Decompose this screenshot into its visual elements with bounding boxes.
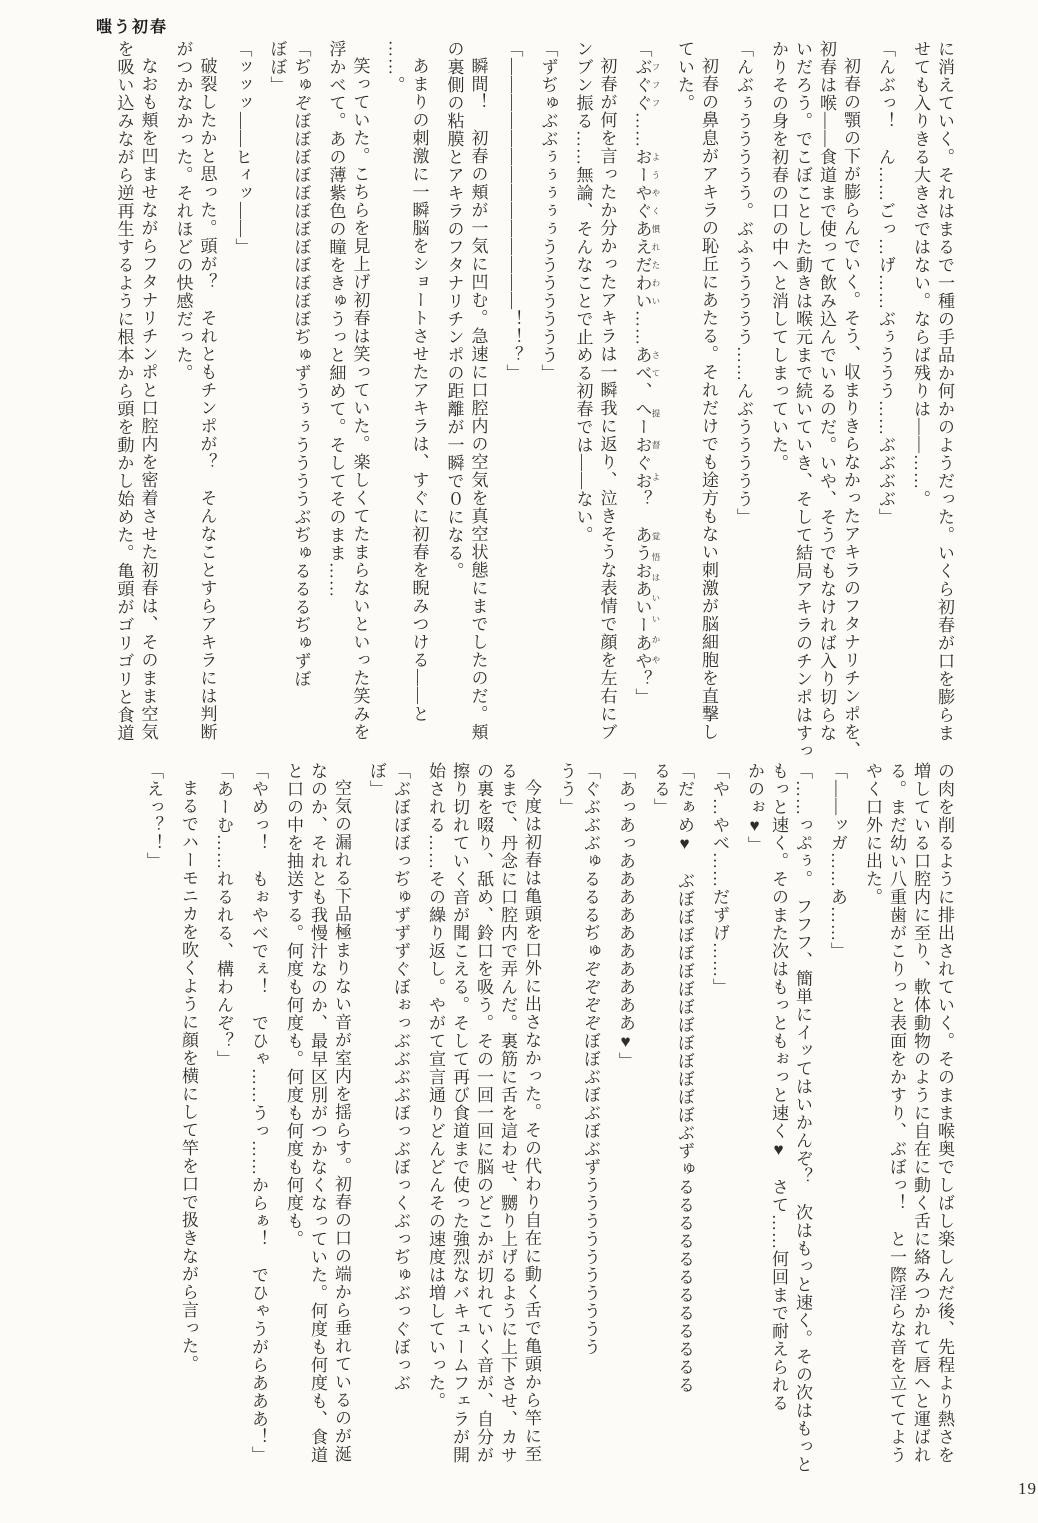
text-column: いだろう。でこぼことした動きは喉元まで続いていき、そして結局アキラのチンポはすっ — [793, 40, 812, 760]
text-column: 「んぶっ！ ん……ごっ…げ……ぶぅううう……ぶぶぶぶ」 — [876, 40, 895, 526]
text-column: 「あっあっああああああああああ♥」 — [616, 762, 635, 1070]
text-column: なのか、それとも我慢汁なのか、最早区別がつかなくなっていた。何度も何度も、食道 — [308, 762, 327, 1464]
text-column: 「あーむ……れるれる、構わんぞ？」 — [214, 762, 233, 1068]
text-column: 初春の鼻息がアキラの恥丘にあたる。それだけでも途方もない刺激が脳細胞を直撃し — [699, 57, 718, 741]
text-column: 始される……その繰り返し。やがて宣言通りどんどんその速度は増していった。 — [426, 762, 445, 1410]
text-column: るまで、丹念に口腔内で弄んだ。裏筋に舌を這わせ、嬲り上げるように上下させ、カサ — [498, 762, 517, 1464]
text-column: 「――ッガ……あ……」 — [828, 762, 847, 960]
text-column: 初春の顎の下が膨らんでいく。そう、収まりきらなかったアキラのフタナリチンポを、 — [841, 57, 860, 759]
text-column: ンブン振る……無論、そんなことで止める初春では――ない。 — [573, 40, 593, 544]
text-column: かのぉ♥」 — [745, 762, 764, 854]
text-column: 「――――――――――――――！！？」 — [503, 40, 523, 382]
text-column: 瞬間！ 初春の頬が一気に凹む。急速に口腔内の空気を真空状態にまでしたのだ。頬 — [468, 57, 488, 741]
text-column: 破裂したかと思った。頭が？ それともチンポが？ そんなことすらアキラには判断 — [197, 57, 217, 741]
text-column: 笑っていた。こちらを見上げ初春は笑っていた。楽しくてたまらないといった笑みを — [350, 57, 370, 741]
text-column: 「ぶぼぼぼっぢゅずずずぐぼぉっぶぶぶぶぼっぶぼっくぶっぢゅぶっぐぼっぶ — [391, 762, 410, 1392]
ruby-annotated-text: ぶぐぐ フフフ — [632, 58, 661, 112]
ruby-annotated-text: あべ さて — [632, 346, 661, 382]
text-column: 「……っぷぅ。 フフフ、簡単にイッてはいかんぞ？ 次はもっと速く。その次はもっと — [793, 762, 812, 1474]
text-column: 「ぶぐぐ フフフ……おーやぐあえだわい ようやく慣れたわい……あべ さて、へーおぐお 提督よ？ あうおあいーあや 覚悟はいいかや？」 — [632, 40, 661, 706]
text-column: 「ッッッ――ヒィッ――」 — [232, 40, 252, 256]
text-band-top — [112, 40, 957, 760]
text-column: 「やめっ！ もぉやべでぇ！ でひゃ……うっ……からぁ！ でひゃうがらあああ！」 — [249, 762, 268, 1464]
text-column: ぼ」 — [367, 762, 386, 798]
text-column: うう」 — [557, 762, 576, 816]
text-column: ぼぼ」 — [267, 40, 287, 94]
text-column: 「んぶぅううううう。ぶふううううう……んぶううううう」 — [734, 40, 753, 526]
text-column: の裏を啜り、舐め、鈴口を吸う。その一回一回に脳のどこかが切れていく音が、自分が — [474, 762, 493, 1464]
text-column: 「ぐぶぶぶゅるるるぢゅぞぞぞぞぼぼぶぼぶぼぶずうううううううううう — [581, 762, 600, 1356]
text-column: 擦り切れていく音が聞こえる。そして再び食道まで使った強烈なバキュームフェラが開 — [450, 762, 469, 1464]
text-column: 浮かべて。あの薄紫色の瞳をきゅうっと細めて。そしてそのまま…… — [326, 40, 346, 598]
text-column: 増している口腔内に至り、軟体動物のように自在に動く舌に絡みつかれて唇へと運ばれ — [911, 762, 930, 1464]
text-column: るる」 — [651, 762, 670, 816]
text-column: の裏側の粘膜とアキラのフタナリチンポの距離が一瞬で０になる。 — [444, 40, 464, 580]
text-column: に消えていく。それはまるで一種の手品か何かのようだった。いくら初春が口を膨らま — [935, 40, 954, 742]
text-column: ……。 — [385, 40, 405, 94]
text-column: 今度は初春は亀頭を口外に出さなかった。その代わり自在に動く舌で亀頭から竿に至 — [522, 779, 541, 1463]
text-band-bottom — [141, 762, 956, 1474]
text-column: 空気の漏れる下品極まりない音が室内を揺らす。初春の口の端から垂れているのが涎 — [332, 779, 351, 1463]
text-column: 「えっ？！」 — [144, 762, 163, 870]
text-column: る。まだ幼い八重歯がこりっと表面をかすり、ぶぼっ！ と一際淫らな音を立ててよう — [887, 762, 906, 1464]
text-column: 初春が何を言ったか分かったアキラは一瞬我に返り、泣きそうな表情で顔を左右にブ — [597, 57, 617, 741]
text-column: なおも頬を凹ませながらフタナリチンポと口腔内を密着させた初春は、そのまま空気 — [138, 57, 158, 741]
text-column: を吸い込みながら逆再生するように根本から頭を動かし始めた。亀頭がゴリゴリと食道 — [114, 40, 134, 742]
ruby-annotated-text: へーおぐお 提督よ — [632, 400, 661, 490]
text-column: の肉を削るように排出されていく。そのまま喉奥でしばし楽しんだ後、先程より熱さを — [935, 762, 954, 1464]
page-number: 19 — [1018, 1479, 1037, 1498]
text-column: ていた。 — [675, 40, 694, 112]
text-column: 初春は喉――食道まで使って飲み込んでいるのだ。いや、そうでもなければ入り切らな — [817, 40, 836, 742]
text-column: あまりの刺激に一瞬脳をショートさせたアキラは、すぐに初春を睨みつける――と — [409, 57, 429, 723]
text-column: と口の中を抽送する。何度も何度も。何度も何度も何度も。 — [284, 762, 303, 1248]
text-column: かりその身を初春の口の中へと消してしまっていた。 — [769, 40, 788, 472]
text-column: やく口外に出た。 — [863, 762, 882, 906]
text-column: 「ずぢゅぶぶぅぅぅぅぅううううううう」 — [538, 40, 558, 382]
text-column: 「ぢゅぞぼぼぼぼぼぼぼぼぼぼぼぼぢゅずうぅぅううううぶぢゅるるるぢゅずぼ — [291, 40, 311, 688]
running-header-title: 嗤う初春 — [96, 19, 169, 36]
text-column: せても入りきる大きさではない。ならば残りは――……。 — [911, 40, 930, 508]
text-column: がつかなかった。それほどの快感だった。 — [173, 40, 193, 382]
ruby-annotated-text: あうおあいーあや 覚悟はいいかや — [632, 526, 661, 670]
text-column: 「や…やべ……だずげ……」 — [710, 762, 729, 996]
ruby-annotated-text: おーやぐあえだわい ようやく慣れたわい — [632, 148, 661, 310]
text-column: まるでハーモニカを吹くように顔を横にして竿を口で扱きながら言った。 — [179, 779, 198, 1373]
text-column: 「だぁめ♥ ぶぼぼぼぼぼぼぼぼぼぼぼぼぼぶずゅるるるるるるるるるるるる — [675, 762, 694, 1394]
text-column: もっと速く。そのまた次はもっともぉっと速く♥ さて……何回まで耐えられる — [769, 762, 788, 1412]
